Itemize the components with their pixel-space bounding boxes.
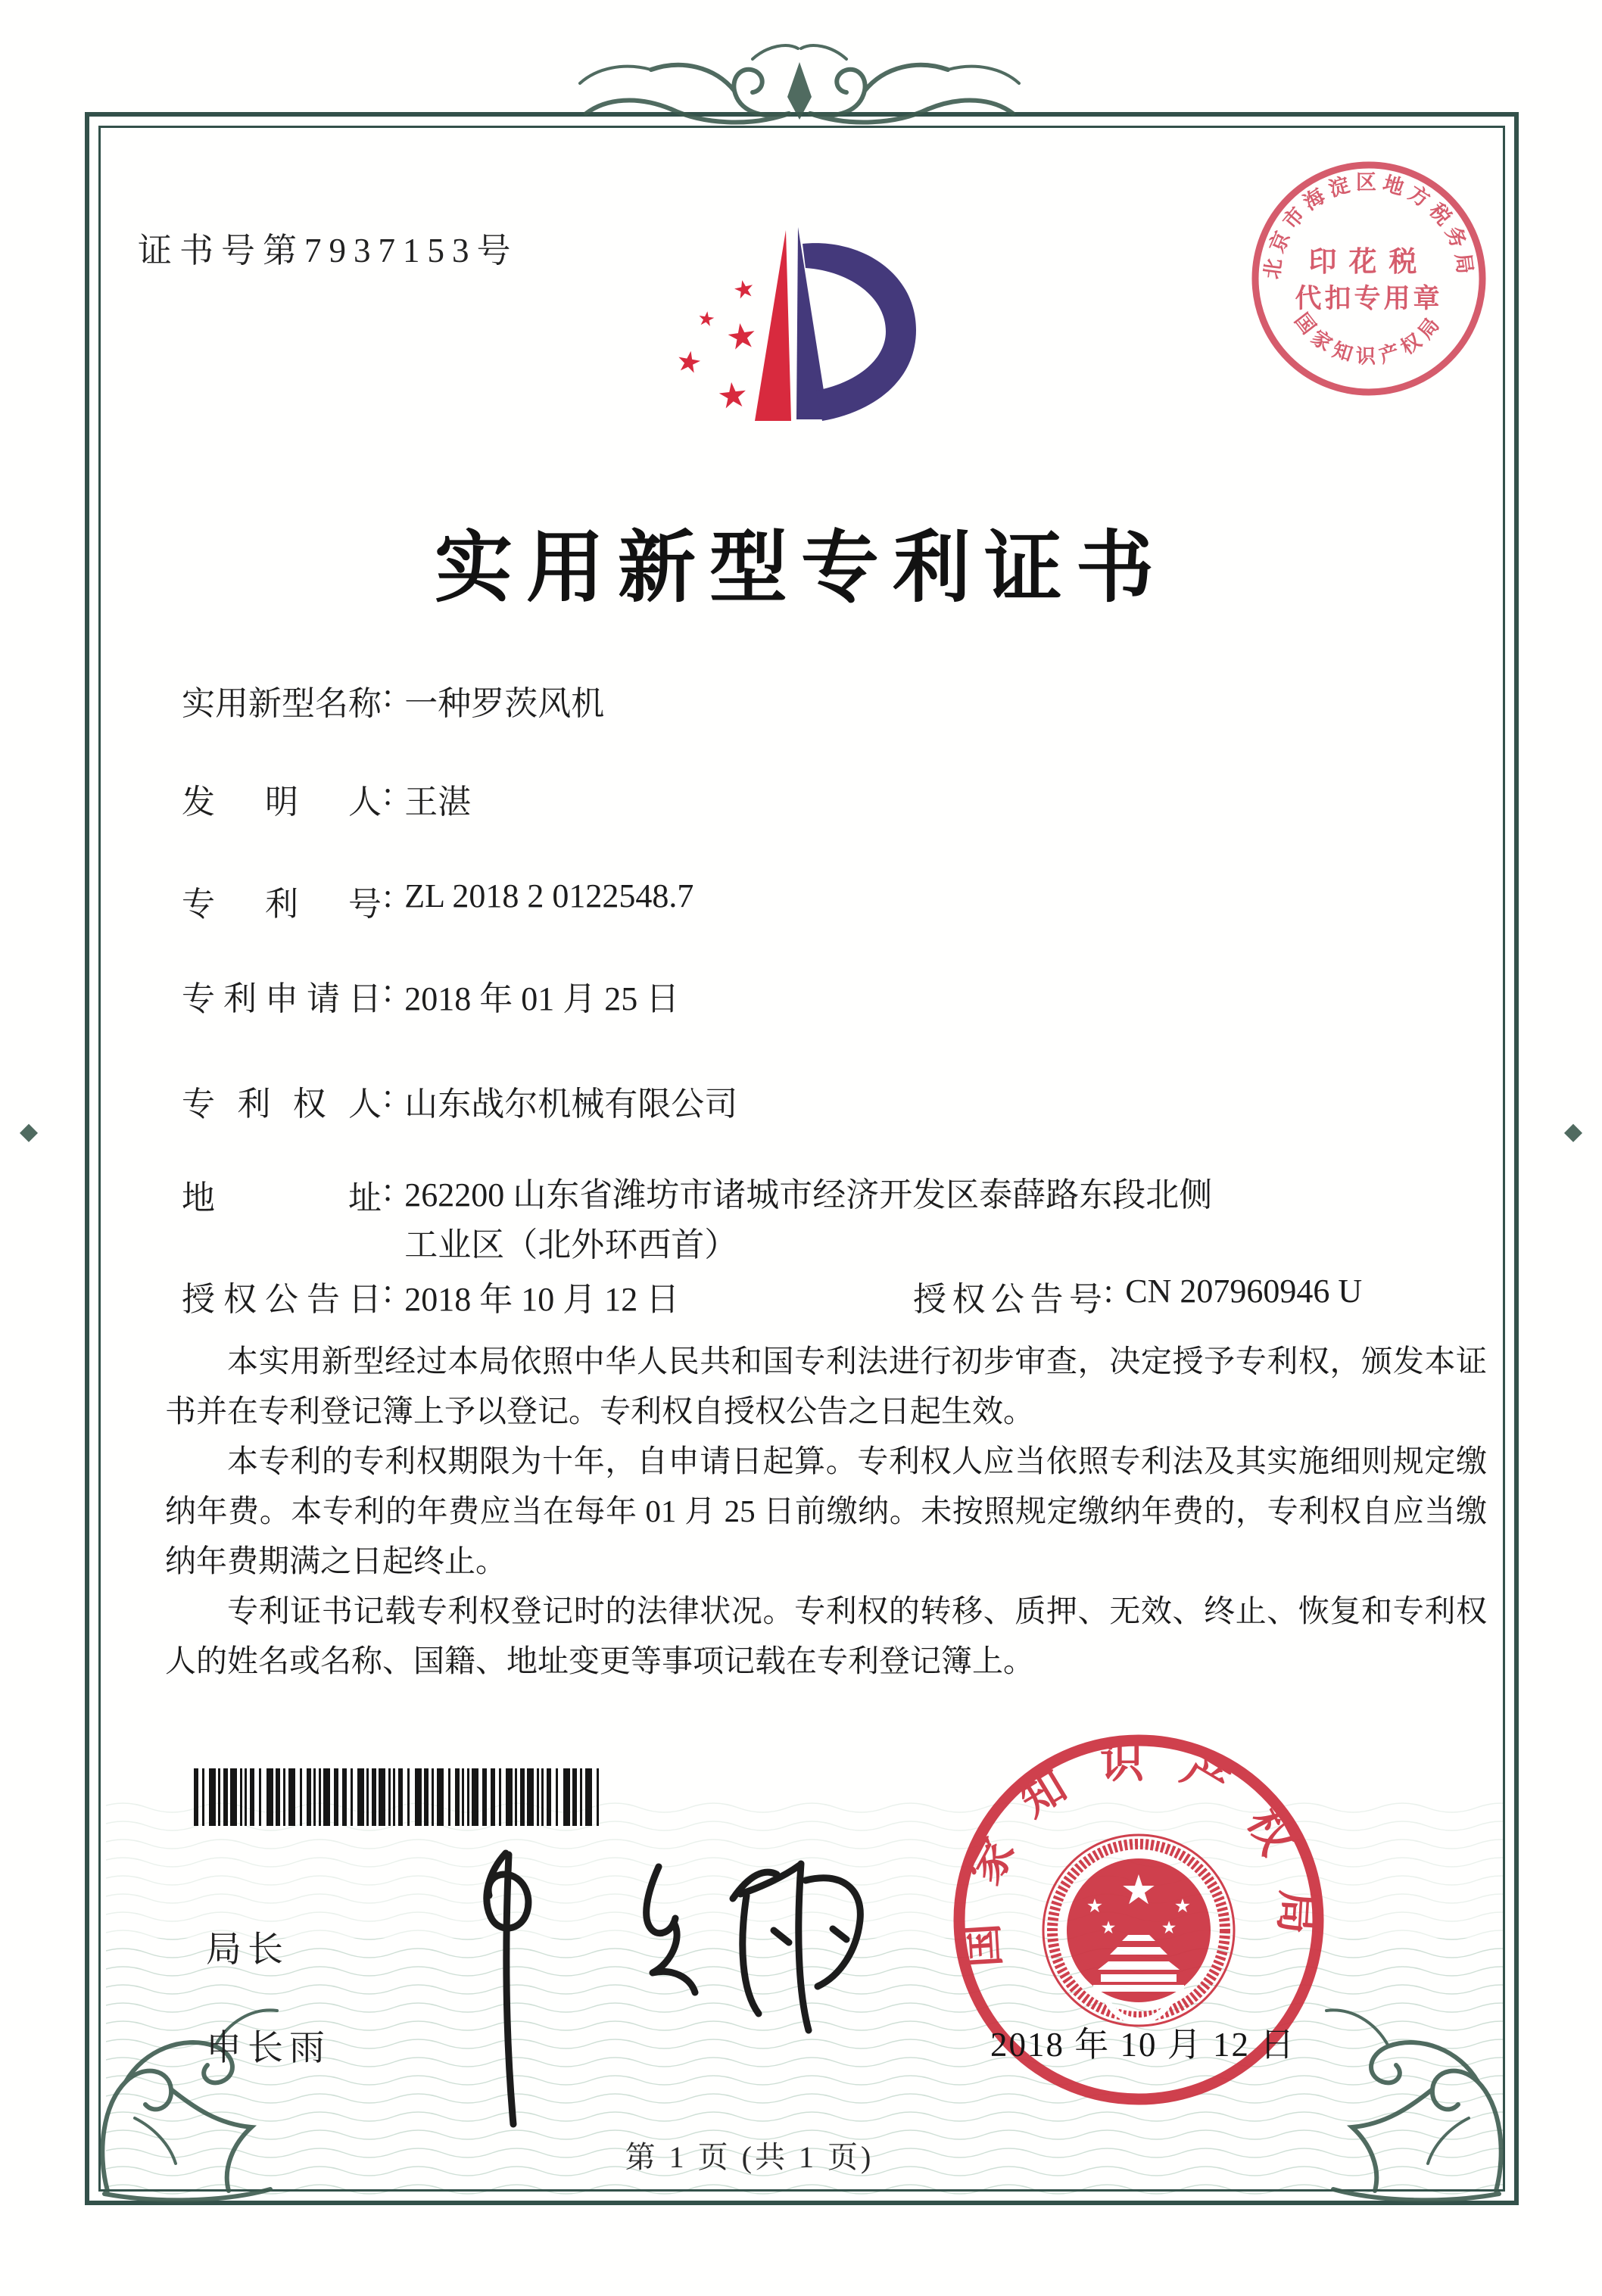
field-value: ZL 2018 2 0122548.7 (404, 877, 694, 914)
legal-body-text (165, 1336, 1487, 1686)
left-edge-diamond-ornament (20, 1124, 38, 1142)
seal-arc-text: 国家知识产权局 (955, 1737, 1323, 1969)
body-paragraph-1: 本实用新型经过本局依照中华人民共和国专利法进行初步审查，决定授予专利权，颁发本证书并在专利登记簿上予以登记。专利权自授权公告之日起生效。 (165, 1344, 1487, 1428)
field-label: 专利权人 (182, 1086, 382, 1123)
stamp-tax-line2: 代扣专用章 (1295, 284, 1443, 313)
stamp-tax-arc-top-text: 北京市海淀区地方税务局 (1260, 170, 1478, 281)
logo-p-bowl (803, 243, 916, 421)
cnipa-official-seal (909, 1688, 1370, 2150)
field-label: 专利申请日 (182, 980, 382, 1017)
star-icon: ★ (731, 273, 758, 305)
star-icon: ★ (673, 344, 705, 381)
field-inventor: 发明人: 王湛 (182, 774, 471, 823)
national-emblem (1043, 1835, 1234, 2026)
stamp-tax-arc-bottom-text: 国家知识产权局 (1290, 309, 1448, 368)
field-label: 实用新型名称 (182, 685, 382, 722)
commissioner-signature (409, 1832, 878, 2150)
barcode (194, 1768, 612, 1826)
cnipa-patent-logo (665, 218, 937, 445)
emblem-small-star-icon: ★ (1086, 1896, 1104, 1917)
field-value: 王湛 (404, 784, 472, 821)
field-value: 2018 年 01 月 25 日 (404, 980, 680, 1017)
stamp-tax-line1: 印花税 (1308, 247, 1429, 278)
field-label: 地址 (182, 1179, 382, 1217)
field-grant-number: 授权公告号: CN 207960946 U (913, 1272, 1362, 1320)
star-icon: ★ (723, 315, 760, 358)
certificate-title: 实用新型专利证书 (435, 525, 1167, 612)
field-utility-model-name: 实用新型名称: 一种罗茨风机 (182, 676, 604, 724)
field-value: CN 207960946 U (1125, 1273, 1363, 1310)
field-label: 发明人 (182, 784, 382, 821)
emblem-small-star-icon: ★ (1100, 1918, 1117, 1937)
field-label: 授权公告日 (182, 1281, 382, 1318)
body-paragraph-3: 专利证书记载专利权登记时的法律状况。专利权的转移、质押、无效、终止、恢复和专利权人的姓名或名称、国籍、地址变更等事项记载在专利登记簿上。 (165, 1593, 1487, 1678)
field-patent-number: 专利号: ZL 2018 2 0122548.7 (182, 877, 693, 925)
field-grant-date: 授权公告日: 2018 年 10 月 12 日 (182, 1272, 679, 1320)
svg-text:国家知识产权局 (1290, 310, 1447, 368)
emblem-big-star-icon: ★ (1120, 1868, 1158, 1913)
field-label: 专利号 (182, 886, 382, 923)
right-edge-diamond-ornament (1564, 1124, 1582, 1142)
star-icon: ★ (715, 374, 751, 417)
certificate-number: 证书号第7937153号 (138, 232, 519, 269)
emblem-small-star-icon: ★ (1161, 1918, 1177, 1937)
top-center-ornament (580, 45, 1019, 122)
page-number: 第 1 页 (共 1 页) (625, 2140, 874, 2174)
field-value: 262200 山东省潍坊市诸城市经济开发区泰薛路东段北侧 工业区（北外环西首） (404, 1176, 1213, 1263)
field-label: 授权公告号 (913, 1281, 1102, 1318)
field-value: 山东战尔机械有限公司 (404, 1086, 738, 1123)
commissioner-name: 申长雨 (206, 2027, 331, 2067)
field-value: 2018 年 10 月 12 日 (404, 1281, 680, 1318)
field-address: 地址: 262200 山东省潍坊市诸城市经济开发区泰薛路东段北侧 工业区（北外环西首） (182, 1170, 1389, 1270)
logo-red-wedge (755, 230, 791, 421)
field-value: 一种罗茨风机 (404, 685, 605, 722)
star-icon: ★ (696, 307, 717, 332)
stamp-tax-seal (1242, 151, 1499, 409)
body-paragraph-2: 本专利的专利权期限为十年，自申请日起算。专利权人应当依照专利法及其实施细则规定缴纳年费。本专利的年费应当在每年 01 月 25 日前缴纳。未按照规定缴纳年费的，专利权自应当缴纳年费期满之日起终止。 (165, 1444, 1487, 1578)
field-patentee: 专利权人: 山东战尔机械有限公司 (182, 1076, 737, 1125)
commissioner-title: 局长 (206, 1929, 289, 1969)
logo-stars (673, 273, 759, 416)
field-filing-date: 专利申请日: 2018 年 01 月 25 日 (182, 971, 679, 1020)
emblem-small-star-icon: ★ (1173, 1896, 1192, 1917)
seal-date: 2018 年 10 月 12 日 (990, 2026, 1296, 2064)
